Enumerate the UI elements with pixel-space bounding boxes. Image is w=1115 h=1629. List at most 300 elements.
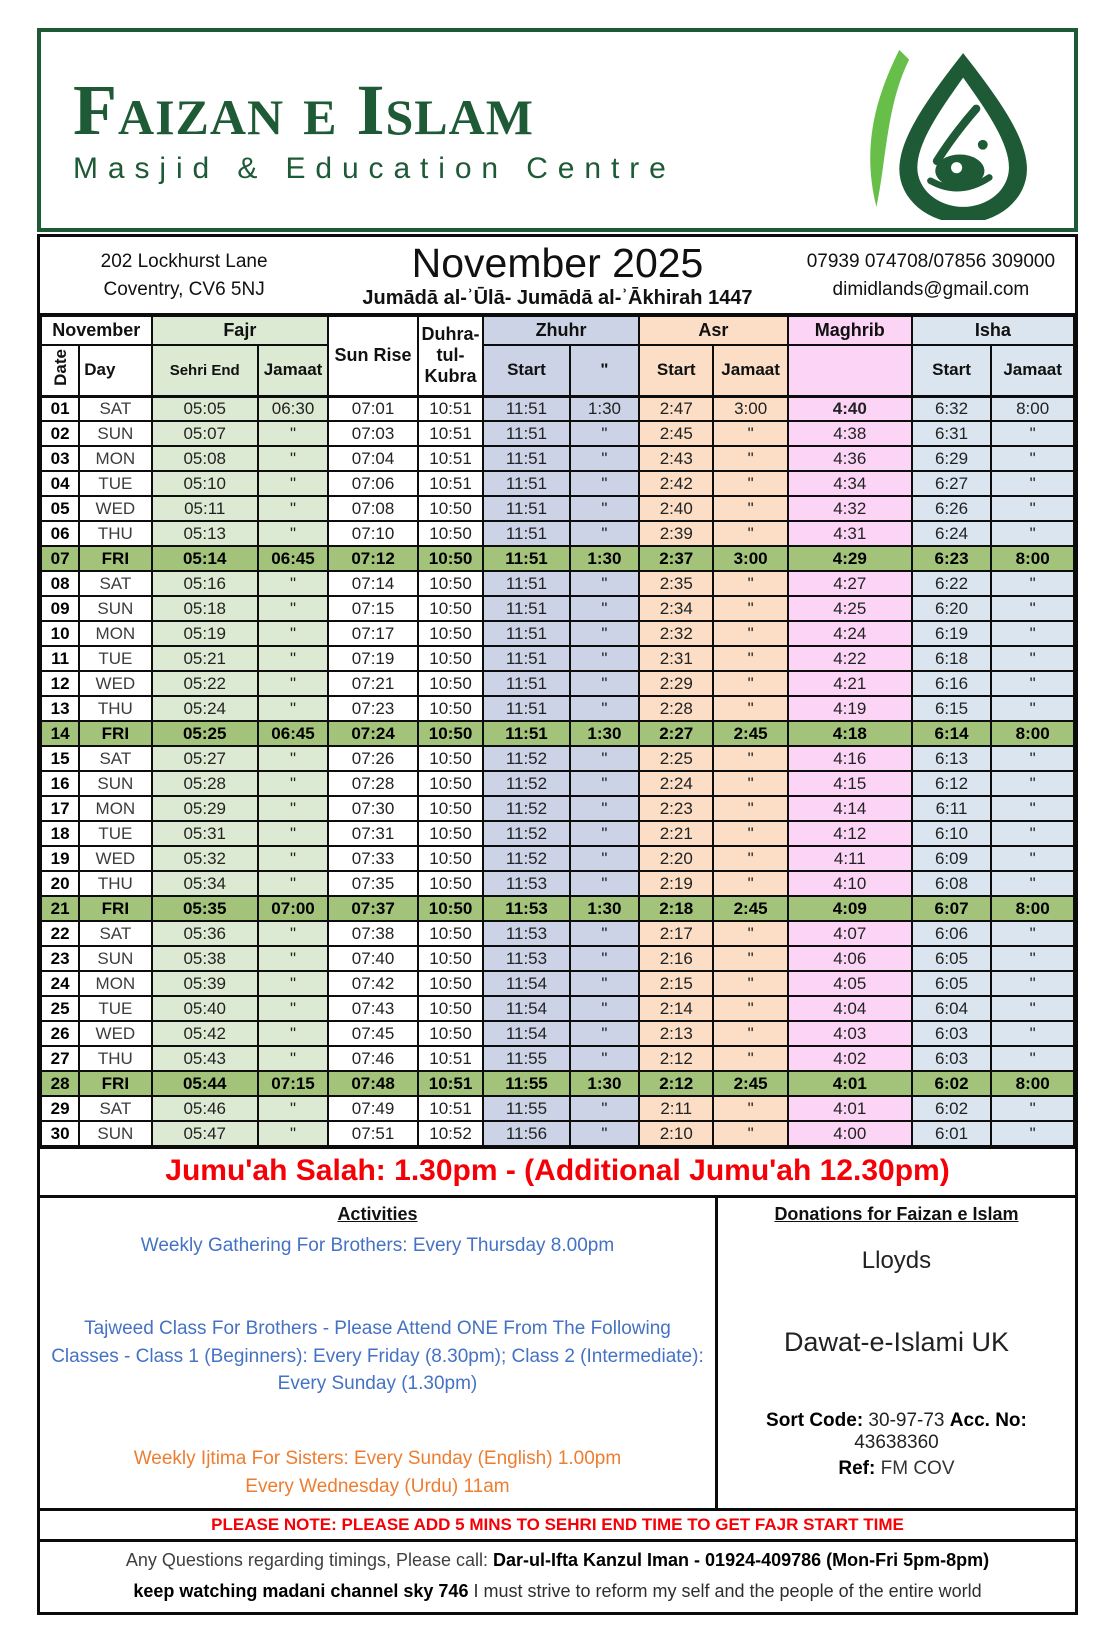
cell-asr_start: 2:34 — [639, 596, 713, 621]
cell-asr_jamaat: 2:45 — [713, 896, 787, 921]
cell-day: WED — [79, 846, 151, 871]
cell-asr_start: 2:35 — [639, 571, 713, 596]
cell-asr_jamaat: " — [713, 421, 787, 446]
cell-duhra: 10:50 — [418, 846, 483, 871]
cell-zhuhr_jamaat: " — [570, 471, 639, 496]
cell-zhuhr_jamaat: 1:30 — [570, 896, 639, 921]
cell-sehri_end: 05:22 — [152, 671, 258, 696]
cell-fajr_jamaat: " — [258, 671, 328, 696]
cell-maghrib: 4:34 — [788, 471, 912, 496]
cell-duhra: 10:50 — [418, 721, 483, 746]
cell-isha_jamaat: " — [991, 671, 1074, 696]
header-sunrise: Sun Rise — [328, 316, 418, 396]
main-content — [37, 234, 1078, 1615]
cell-sehri_end: 05:19 — [152, 621, 258, 646]
cell-duhra: 10:50 — [418, 571, 483, 596]
cell-asr_start: 2:25 — [639, 746, 713, 771]
donations-account-details: Sort Code: 30-97-73 Acc. No: 43638360 — [766, 1410, 1027, 1453]
masjid-title: Faizan e Islam — [73, 70, 534, 151]
cell-isha_start: 6:22 — [912, 571, 992, 596]
cell-fajr_jamaat: " — [258, 1021, 328, 1046]
cell-maghrib: 4:12 — [788, 821, 912, 846]
table-row — [41, 571, 1074, 596]
subheader-isha-jamaat: Jamaat — [991, 345, 1074, 396]
cell-isha_jamaat: " — [991, 696, 1074, 721]
cell-isha_start: 6:10 — [912, 821, 992, 846]
cell-fajr_jamaat: " — [258, 496, 328, 521]
cell-asr_jamaat: " — [713, 821, 787, 846]
cell-zhuhr_jamaat: " — [570, 1121, 639, 1146]
cell-asr_start: 2:21 — [639, 821, 713, 846]
subheader-sehri-end: Sehri End — [152, 345, 258, 396]
contact-info — [793, 248, 1069, 303]
cell-isha_start: 6:18 — [912, 646, 992, 671]
activities-donations-section — [40, 1195, 1075, 1508]
sehri-note: PLEASE NOTE: PLEASE ADD 5 MINS TO SEHRI END TIME TO GET FAJR START TIME — [40, 1508, 1075, 1542]
table-row — [41, 746, 1074, 771]
address-line1: 202 Lockhurst Lane — [100, 251, 268, 273]
cell-sunrise: 07:28 — [328, 771, 418, 796]
cell-asr_jamaat: " — [713, 971, 787, 996]
cell-date: 17 — [41, 796, 79, 821]
cell-fajr_jamaat: " — [258, 871, 328, 896]
table-row — [41, 646, 1074, 671]
cell-asr_start: 2:11 — [639, 1096, 713, 1121]
activity-tajweed-class: Tajweed Class For Brothers - Please Attend ONE From The Following Classes - Class 1 (Beginners): Every Friday (8.30pm); Class 2 (Intermediate): Every Sunday (1.30pm) — [51, 1318, 704, 1395]
cell-asr_jamaat: " — [713, 946, 787, 971]
cell-sunrise: 07:31 — [328, 821, 418, 846]
cell-sehri_end: 05:13 — [152, 521, 258, 546]
cell-asr_jamaat: " — [713, 621, 787, 646]
cell-isha_start: 6:01 — [912, 1121, 992, 1146]
cell-date: 13 — [41, 696, 79, 721]
cell-isha_start: 6:23 — [912, 546, 992, 571]
cell-zhuhr_start: 11:51 — [483, 571, 570, 596]
table-row — [41, 771, 1074, 796]
cell-sunrise: 07:26 — [328, 746, 418, 771]
cell-date: 05 — [41, 496, 79, 521]
cell-maghrib: 4:32 — [788, 496, 912, 521]
cell-asr_start: 2:18 — [639, 896, 713, 921]
cell-fajr_jamaat: " — [258, 696, 328, 721]
cell-maghrib: 4:01 — [788, 1096, 912, 1121]
cell-zhuhr_jamaat: 1:30 — [570, 546, 639, 571]
header-isha: Isha — [912, 316, 1074, 345]
cell-zhuhr_jamaat: " — [570, 671, 639, 696]
cell-zhuhr_start: 11:51 — [483, 396, 570, 421]
cell-isha_start: 6:02 — [912, 1071, 992, 1096]
address — [46, 248, 322, 303]
table-row — [41, 896, 1074, 921]
cell-zhuhr_start: 11:52 — [483, 771, 570, 796]
cell-zhuhr_jamaat: " — [570, 771, 639, 796]
cell-zhuhr_jamaat: " — [570, 971, 639, 996]
footer-notes — [40, 1542, 1075, 1612]
cell-zhuhr_jamaat: " — [570, 746, 639, 771]
cell-isha_start: 6:12 — [912, 771, 992, 796]
cell-isha_start: 6:08 — [912, 871, 992, 896]
cell-sunrise: 07:14 — [328, 571, 418, 596]
cell-date: 02 — [41, 421, 79, 446]
cell-date: 14 — [41, 721, 79, 746]
cell-isha_start: 6:13 — [912, 746, 992, 771]
table-row — [41, 496, 1074, 521]
cell-isha_jamaat: " — [991, 1021, 1074, 1046]
cell-isha_jamaat: " — [991, 421, 1074, 446]
cell-sehri_end: 05:42 — [152, 1021, 258, 1046]
cell-isha_start: 6:26 — [912, 496, 992, 521]
cell-sehri_end: 05:47 — [152, 1121, 258, 1146]
cell-fajr_jamaat: " — [258, 471, 328, 496]
cell-sunrise: 07:37 — [328, 896, 418, 921]
cell-zhuhr_jamaat: " — [570, 796, 639, 821]
cell-isha_start: 6:05 — [912, 946, 992, 971]
cell-sehri_end: 05:46 — [152, 1096, 258, 1121]
cell-maghrib: 4:16 — [788, 746, 912, 771]
cell-date: 10 — [41, 621, 79, 646]
cell-day: FRI — [79, 896, 151, 921]
cell-maghrib: 4:22 — [788, 646, 912, 671]
cell-date: 16 — [41, 771, 79, 796]
cell-isha_jamaat: " — [991, 446, 1074, 471]
cell-date: 25 — [41, 996, 79, 1021]
cell-asr_start: 2:43 — [639, 446, 713, 471]
cell-sunrise: 07:03 — [328, 421, 418, 446]
cell-date: 20 — [41, 871, 79, 896]
cell-sunrise: 07:12 — [328, 546, 418, 571]
cell-asr_start: 2:37 — [639, 546, 713, 571]
cell-isha_jamaat: " — [991, 771, 1074, 796]
cell-day: TUE — [79, 646, 151, 671]
info-band — [40, 237, 1075, 315]
cell-fajr_jamaat: " — [258, 421, 328, 446]
table-row — [41, 721, 1074, 746]
cell-asr_start: 2:10 — [639, 1121, 713, 1146]
prayer-timetable — [40, 315, 1075, 1147]
cell-zhuhr_start: 11:52 — [483, 846, 570, 871]
cell-day: MON — [79, 971, 151, 996]
cell-zhuhr_start: 11:52 — [483, 821, 570, 846]
header-november: November — [41, 316, 152, 345]
cell-date: 21 — [41, 896, 79, 921]
cell-zhuhr_jamaat: " — [570, 1096, 639, 1121]
cell-isha_jamaat: " — [991, 621, 1074, 646]
cell-sunrise: 07:43 — [328, 996, 418, 1021]
table-row — [41, 396, 1074, 421]
cell-zhuhr_jamaat: " — [570, 446, 639, 471]
table-row — [41, 921, 1074, 946]
cell-isha_jamaat: 8:00 — [991, 396, 1074, 421]
cell-asr_jamaat: " — [713, 1121, 787, 1146]
cell-zhuhr_start: 11:54 — [483, 996, 570, 1021]
cell-day: SAT — [79, 746, 151, 771]
cell-duhra: 10:50 — [418, 996, 483, 1021]
cell-isha_start: 6:14 — [912, 721, 992, 746]
phone-numbers: 07939 074708/07856 309000 — [806, 251, 1056, 273]
cell-duhra: 10:50 — [418, 746, 483, 771]
cell-duhra: 10:50 — [418, 596, 483, 621]
cell-fajr_jamaat: " — [258, 821, 328, 846]
cell-asr_start: 2:29 — [639, 671, 713, 696]
cell-day: THU — [79, 521, 151, 546]
cell-sunrise: 07:40 — [328, 946, 418, 971]
table-row — [41, 1121, 1074, 1146]
cell-asr_jamaat: " — [713, 996, 787, 1021]
cell-isha_start: 6:07 — [912, 896, 992, 921]
cell-isha_jamaat: " — [991, 971, 1074, 996]
subheader-day: Day — [79, 345, 151, 396]
table-row — [41, 596, 1074, 621]
cell-duhra: 10:50 — [418, 696, 483, 721]
cell-day: SAT — [79, 921, 151, 946]
table-row — [41, 471, 1074, 496]
cell-day: FRI — [79, 546, 151, 571]
cell-zhuhr_start: 11:51 — [483, 596, 570, 621]
cell-zhuhr_jamaat: " — [570, 571, 639, 596]
cell-sunrise: 07:48 — [328, 1071, 418, 1096]
cell-fajr_jamaat: " — [258, 996, 328, 1021]
cell-asr_start: 2:15 — [639, 971, 713, 996]
header-asr: Asr — [639, 316, 788, 345]
cell-day: FRI — [79, 1071, 151, 1096]
cell-zhuhr_jamaat: " — [570, 1021, 639, 1046]
donations-box — [718, 1198, 1075, 1508]
cell-duhra: 10:50 — [418, 521, 483, 546]
cell-zhuhr_start: 11:51 — [483, 646, 570, 671]
cell-isha_start: 6:03 — [912, 1021, 992, 1046]
cell-fajr_jamaat: 06:45 — [258, 546, 328, 571]
cell-asr_jamaat: " — [713, 596, 787, 621]
cell-duhra: 10:50 — [418, 671, 483, 696]
table-row — [41, 871, 1074, 896]
cell-duhra: 10:51 — [418, 471, 483, 496]
cell-sehri_end: 05:27 — [152, 746, 258, 771]
cell-duhra: 10:50 — [418, 621, 483, 646]
cell-zhuhr_start: 11:51 — [483, 521, 570, 546]
cell-sehri_end: 05:29 — [152, 796, 258, 821]
cell-asr_start: 2:47 — [639, 396, 713, 421]
cell-isha_start: 6:15 — [912, 696, 992, 721]
cell-day: TUE — [79, 996, 151, 1021]
hijri-subtitle: Jumādā al-ʾŪlā- Jumādā al-ʾĀkhirah 1447 — [362, 287, 753, 310]
cell-sehri_end: 05:28 — [152, 771, 258, 796]
cell-asr_jamaat: " — [713, 871, 787, 896]
cell-asr_jamaat: " — [713, 846, 787, 871]
cell-isha_start: 6:24 — [912, 521, 992, 546]
cell-zhuhr_start: 11:53 — [483, 871, 570, 896]
cell-duhra: 10:51 — [418, 446, 483, 471]
cell-sehri_end: 05:05 — [152, 396, 258, 421]
cell-day: THU — [79, 1046, 151, 1071]
cell-zhuhr_start: 11:56 — [483, 1121, 570, 1146]
cell-maghrib: 4:11 — [788, 846, 912, 871]
cell-zhuhr_jamaat: " — [570, 596, 639, 621]
cell-maghrib: 4:36 — [788, 446, 912, 471]
cell-maghrib: 4:19 — [788, 696, 912, 721]
header-maghrib: Maghrib — [788, 316, 912, 345]
cell-fajr_jamaat: " — [258, 796, 328, 821]
cell-isha_jamaat: " — [991, 946, 1074, 971]
subheader-zhuhr-start: Start — [483, 345, 570, 396]
cell-date: 04 — [41, 471, 79, 496]
subheader-fajr-jamaat: Jamaat — [258, 345, 328, 396]
cell-sunrise: 07:51 — [328, 1121, 418, 1146]
cell-maghrib: 4:38 — [788, 421, 912, 446]
cell-duhra: 10:52 — [418, 1121, 483, 1146]
cell-isha_jamaat: " — [991, 921, 1074, 946]
cell-maghrib: 4:25 — [788, 596, 912, 621]
cell-zhuhr_jamaat: 1:30 — [570, 721, 639, 746]
cell-isha_jamaat: " — [991, 996, 1074, 1021]
cell-date: 12 — [41, 671, 79, 696]
cell-isha_jamaat: " — [991, 471, 1074, 496]
activities-box — [40, 1198, 718, 1508]
cell-duhra: 10:50 — [418, 946, 483, 971]
table-row — [41, 1046, 1074, 1071]
cell-zhuhr_start: 11:51 — [483, 546, 570, 571]
subheader-date: Date — [41, 345, 79, 396]
cell-zhuhr_start: 11:51 — [483, 471, 570, 496]
cell-asr_jamaat: " — [713, 921, 787, 946]
cell-zhuhr_start: 11:51 — [483, 496, 570, 521]
cell-maghrib: 4:15 — [788, 771, 912, 796]
cell-sehri_end: 05:34 — [152, 871, 258, 896]
cell-date: 18 — [41, 821, 79, 846]
cell-fajr_jamaat: " — [258, 1096, 328, 1121]
cell-maghrib: 4:27 — [788, 571, 912, 596]
cell-date: 22 — [41, 921, 79, 946]
cell-sehri_end: 05:38 — [152, 946, 258, 971]
cell-zhuhr_start: 11:52 — [483, 796, 570, 821]
cell-isha_jamaat: " — [991, 571, 1074, 596]
cell-asr_jamaat: " — [713, 496, 787, 521]
cell-zhuhr_jamaat: " — [570, 646, 639, 671]
cell-fajr_jamaat: " — [258, 1046, 328, 1071]
cell-isha_start: 6:32 — [912, 396, 992, 421]
cell-fajr_jamaat: " — [258, 521, 328, 546]
cell-date: 11 — [41, 646, 79, 671]
brand-header — [37, 28, 1078, 232]
cell-isha_jamaat: " — [991, 796, 1074, 821]
cell-isha_start: 6:27 — [912, 471, 992, 496]
cell-sunrise: 07:49 — [328, 1096, 418, 1121]
cell-zhuhr_jamaat: " — [570, 846, 639, 871]
cell-asr_jamaat: " — [713, 696, 787, 721]
cell-sunrise: 07:01 — [328, 396, 418, 421]
cell-sunrise: 07:17 — [328, 621, 418, 646]
activity-brothers-gathering: Weekly Gathering For Brothers: Every Thursday 8.00pm — [140, 1235, 615, 1256]
cell-asr_jamaat: 3:00 — [713, 546, 787, 571]
table-row — [41, 521, 1074, 546]
cell-isha_start: 6:03 — [912, 1046, 992, 1071]
cell-isha_start: 6:29 — [912, 446, 992, 471]
cell-isha_start: 6:16 — [912, 671, 992, 696]
cell-asr_jamaat: " — [713, 746, 787, 771]
cell-sehri_end: 05:43 — [152, 1046, 258, 1071]
cell-sehri_end: 05:25 — [152, 721, 258, 746]
cell-sunrise: 07:45 — [328, 1021, 418, 1046]
cell-date: 08 — [41, 571, 79, 596]
cell-date: 03 — [41, 446, 79, 471]
cell-asr_start: 2:12 — [639, 1046, 713, 1071]
cell-date: 07 — [41, 546, 79, 571]
cell-zhuhr_start: 11:51 — [483, 721, 570, 746]
cell-sehri_end: 05:32 — [152, 846, 258, 871]
cell-day: WED — [79, 1021, 151, 1046]
cell-maghrib: 4:02 — [788, 1046, 912, 1071]
cell-maghrib: 4:18 — [788, 721, 912, 746]
cell-day: SAT — [79, 571, 151, 596]
table-row — [41, 846, 1074, 871]
cell-asr_start: 2:23 — [639, 796, 713, 821]
cell-asr_jamaat: " — [713, 1046, 787, 1071]
cell-zhuhr_start: 11:54 — [483, 971, 570, 996]
cell-fajr_jamaat: " — [258, 646, 328, 671]
subheader-isha-start: Start — [912, 345, 992, 396]
cell-sehri_end: 05:07 — [152, 421, 258, 446]
cell-duhra: 10:50 — [418, 496, 483, 521]
subheader-asr-start: Start — [639, 345, 713, 396]
cell-maghrib: 4:10 — [788, 871, 912, 896]
cell-asr_start: 2:27 — [639, 721, 713, 746]
cell-day: THU — [79, 871, 151, 896]
cell-isha_start: 6:19 — [912, 621, 992, 646]
cell-asr_jamaat: " — [713, 571, 787, 596]
table-row — [41, 546, 1074, 571]
subheader-asr-jamaat: Jamaat — [713, 345, 787, 396]
cell-day: SAT — [79, 396, 151, 421]
cell-date: 30 — [41, 1121, 79, 1146]
cell-maghrib: 4:05 — [788, 971, 912, 996]
cell-day: MON — [79, 796, 151, 821]
activities-heading: Activities — [337, 1204, 418, 1224]
address-line2: Coventry, CV6 5NJ — [103, 279, 265, 300]
cell-day: SUN — [79, 1121, 151, 1146]
cell-duhra: 10:50 — [418, 546, 483, 571]
cell-maghrib: 4:04 — [788, 996, 912, 1021]
cell-zhuhr_jamaat: " — [570, 696, 639, 721]
cell-maghrib: 4:00 — [788, 1121, 912, 1146]
cell-sunrise: 07:35 — [328, 871, 418, 896]
cell-day: TUE — [79, 821, 151, 846]
cell-fajr_jamaat: " — [258, 571, 328, 596]
table-row — [41, 1096, 1074, 1121]
cell-asr_jamaat: " — [713, 446, 787, 471]
cell-date: 06 — [41, 521, 79, 546]
cell-zhuhr_start: 11:53 — [483, 946, 570, 971]
cell-asr_start: 2:42 — [639, 471, 713, 496]
cell-duhra: 10:51 — [418, 1096, 483, 1121]
cell-fajr_jamaat: 07:00 — [258, 896, 328, 921]
cell-duhra: 10:50 — [418, 1021, 483, 1046]
cell-date: 26 — [41, 1021, 79, 1046]
cell-isha_jamaat: 8:00 — [991, 896, 1074, 921]
cell-date: 28 — [41, 1071, 79, 1096]
cell-sehri_end: 05:24 — [152, 696, 258, 721]
cell-fajr_jamaat: 07:15 — [258, 1071, 328, 1096]
cell-asr_jamaat: 3:00 — [713, 396, 787, 421]
cell-fajr_jamaat: " — [258, 596, 328, 621]
cell-sehri_end: 05:16 — [152, 571, 258, 596]
cell-duhra: 10:51 — [418, 396, 483, 421]
cell-asr_jamaat: 2:45 — [713, 721, 787, 746]
cell-sehri_end: 05:40 — [152, 996, 258, 1021]
cell-fajr_jamaat: " — [258, 1121, 328, 1146]
cell-sehri_end: 05:18 — [152, 596, 258, 621]
table-row — [41, 971, 1074, 996]
cell-isha_jamaat: " — [991, 1121, 1074, 1146]
cell-zhuhr_jamaat: " — [570, 496, 639, 521]
